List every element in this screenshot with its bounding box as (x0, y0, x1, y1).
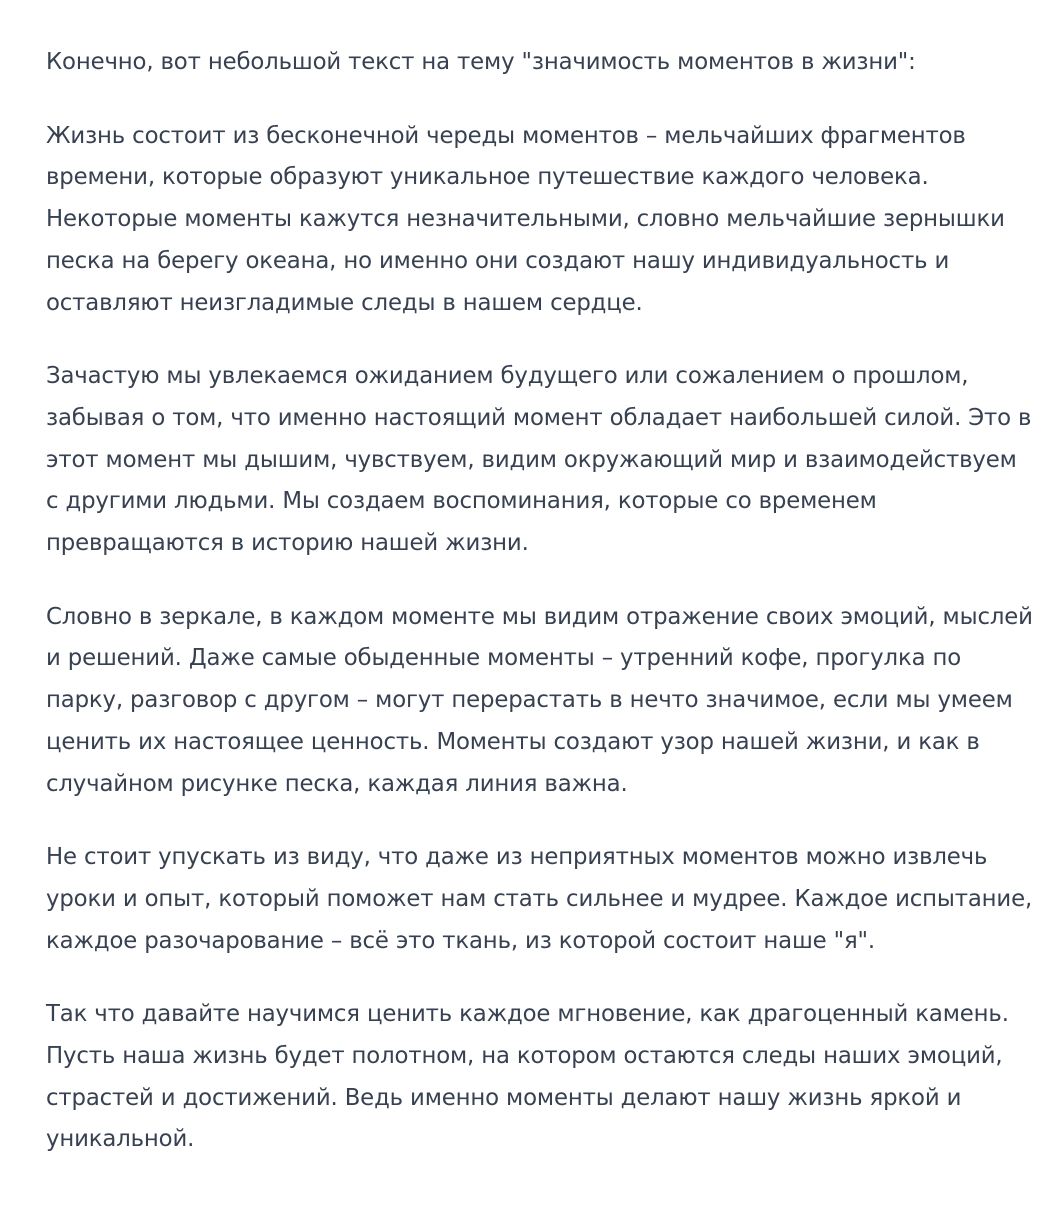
message-paragraph: Зачастую мы увлекаемся ожиданием будущего или сожалением о прошлом, забывая о том, что именно настоящий момент обладает наибольшей силой. Это в этот момент мы дышим, чувствуем, видим окружающий мир и взаимодействуем с другими людьми. Мы создаем воспоминания, которые со временем превращаются в историю нашей жизни. (46, 363, 1032, 557)
message-paragraph: Жизнь состоит из бесконечной череды моментов – мельчайших фрагментов времени, которые образуют уникальное путешествие каждого человека. Некоторые моменты кажутся незначительными, словно мельчайшие зернышки песка на берегу океана, но именно они создают нашу индивидуальность и оставляют неизгладимые следы в нашем сердце. (46, 122, 1005, 316)
message-paragraph: Не стоит упускать из виду, что даже из неприятных моментов можно извлечь уроки и опыт, который поможет нам стать сильнее и мудрее. Каждое испытание, каждое разочарование – всё это ткань, из которой состоит наше "я". (46, 844, 1033, 954)
message-intro: Конечно, вот небольшой текст на тему "значимость моментов в жизни": (46, 49, 916, 75)
message-paragraph: Словно в зеркале, в каждом моменте мы видим отражение своих эмоций, мыслей и решений. Даже самые обыденные моменты – утренний кофе, прогулка по парку, разговор с другом – могут перерастать в нечто значимое, если мы умеем ценить их настоящее ценность. Моменты создают узор нашей жизни, и как в случайном рисунке песка, каждая линия важна. (46, 603, 1033, 797)
message-paragraph: Так что давайте научимся ценить каждое мгновение, как драгоценный камень. Пусть наша жизнь будет полотном, на котором остаются следы наших эмоций, страстей и достижений. Ведь именно моменты делают нашу жизнь яркой и уникальной. (46, 1001, 1009, 1153)
